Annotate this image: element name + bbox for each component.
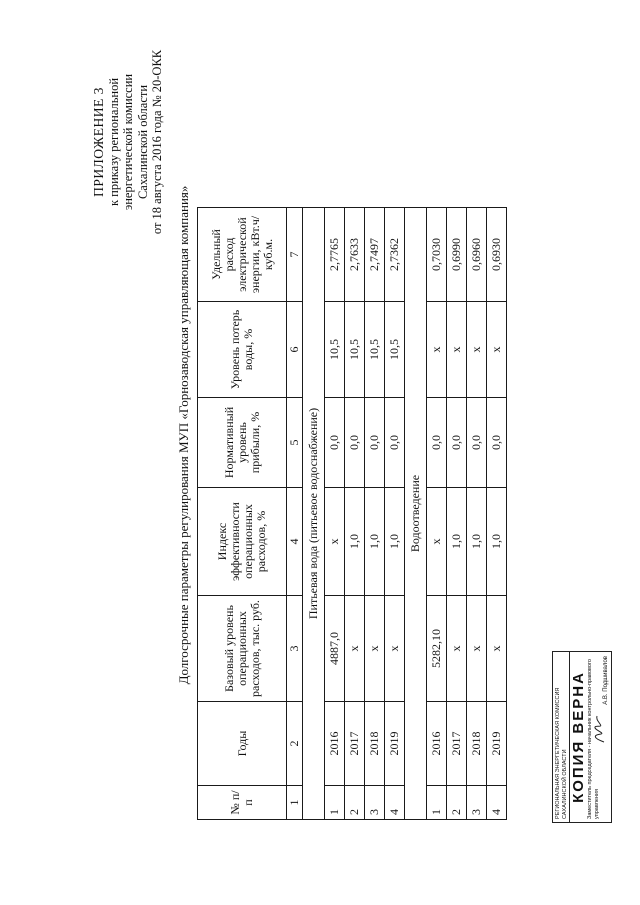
section-title: Водоотведение — [405, 208, 427, 820]
table-body — [303, 208, 507, 820]
table-cell: 2018 — [365, 702, 385, 786]
appendix-line: Сахалинской области — [135, 84, 150, 200]
column-index: 5 — [287, 398, 303, 488]
table-cell: х — [447, 596, 467, 702]
table-cell: 2019 — [385, 702, 405, 786]
table-cell: х — [365, 596, 385, 702]
table-row — [467, 208, 487, 820]
table-cell: 2016 — [325, 702, 345, 786]
table-cell: 4 — [385, 786, 405, 820]
table-cell: 1,0 — [345, 488, 365, 596]
table-cell: 3 — [467, 786, 487, 820]
column-index: 4 — [287, 488, 303, 596]
header-cell: № п/п — [198, 786, 287, 820]
table-cell: 0,0 — [427, 398, 447, 488]
column-index-row — [287, 208, 303, 820]
table-cell: 1,0 — [447, 488, 467, 596]
appendix-heading — [92, 0, 165, 287]
table-cell: х — [487, 302, 507, 398]
table-cell: 0,0 — [325, 398, 345, 488]
copy-certified-stamp — [552, 651, 612, 823]
table-cell: 2016 — [427, 702, 447, 786]
table-cell: 0,7030 — [427, 208, 447, 302]
section-row — [303, 208, 325, 820]
table-cell: х — [325, 488, 345, 596]
header-row — [198, 208, 287, 820]
table-row — [385, 208, 405, 820]
table-cell: 2,7362 — [385, 208, 405, 302]
table-cell: х — [427, 302, 447, 398]
table-cell: 4 — [487, 786, 507, 820]
column-index: 6 — [287, 302, 303, 398]
table-cell: х — [427, 488, 447, 596]
table-cell: 2018 — [467, 702, 487, 786]
stamp-position: Заместитель председателя - начальник контрольно-правового управления — [587, 659, 600, 819]
table-cell: 10,5 — [345, 302, 365, 398]
section-title: Питьевая вода (питьевое водоснабжение) — [303, 208, 325, 820]
table-cell: 4887,0 — [325, 596, 345, 702]
table-cell: 0,0 — [345, 398, 365, 488]
table-row — [325, 208, 345, 820]
appendix-line: от 18 августа 2016 года № 20-ОКК — [150, 49, 164, 235]
header-cell: Базовый уровень операционных расходов, тыс. руб. — [198, 596, 287, 702]
parameters-table — [197, 207, 507, 820]
table-cell: х — [385, 596, 405, 702]
table-cell: 0,0 — [385, 398, 405, 488]
table-cell: х — [467, 302, 487, 398]
table-cell: 0,0 — [487, 398, 507, 488]
section-row — [405, 208, 427, 820]
header-cell: Индекс эффективности операционных расходов, % — [198, 488, 287, 596]
table-cell: 1,0 — [385, 488, 405, 596]
table-cell: 1,0 — [467, 488, 487, 596]
stamp-title: КОПИЯ ВЕРНА — [570, 671, 587, 803]
stamp-organization: РЕГИОНАЛЬНАЯ ЭНЕРГЕТИЧЕСКАЯ КОМИССИЯ САХАЛИНСКОЙ ОБЛАСТИ — [553, 652, 570, 822]
table-cell: 2 — [345, 786, 365, 820]
table-row — [345, 208, 365, 820]
table-cell: 5282,10 — [427, 596, 447, 702]
table-cell: 2017 — [447, 702, 467, 786]
table-cell: 0,6930 — [487, 208, 507, 302]
appendix-title: ПРИЛОЖЕНИЕ 3 — [91, 87, 106, 197]
table-row — [447, 208, 467, 820]
table-cell: 2 — [447, 786, 467, 820]
header-cell: Нормативный уровень прибыли, % — [198, 398, 287, 488]
table-row — [365, 208, 385, 820]
appendix-line: к приказу региональной — [106, 77, 121, 207]
table-cell: 2,7633 — [345, 208, 365, 302]
table-row — [427, 208, 447, 820]
stamp-signer-name: А.В. Подшивалов — [603, 656, 609, 705]
table-caption: Долгосрочные параметры регулирования МУП «Горнозаводская управляющая компания» — [176, 185, 191, 685]
table-cell: 10,5 — [385, 302, 405, 398]
table-cell: 2017 — [345, 702, 365, 786]
table-cell: х — [467, 596, 487, 702]
table-cell: 1,0 — [487, 488, 507, 596]
table-cell: 1 — [427, 786, 447, 820]
table-cell: 1 — [325, 786, 345, 820]
table-cell: 1,0 — [365, 488, 385, 596]
table-cell: 2,7765 — [325, 208, 345, 302]
table-cell: х — [447, 302, 467, 398]
table-cell: 10,5 — [325, 302, 345, 398]
table-cell: 2019 — [487, 702, 507, 786]
header-cell: Годы — [198, 702, 287, 786]
table-cell: х — [487, 596, 507, 702]
column-index: 1 — [287, 786, 303, 820]
table-cell: 3 — [365, 786, 385, 820]
column-index: 7 — [287, 208, 303, 302]
table-cell: 10,5 — [365, 302, 385, 398]
appendix-line: энергетической комиссии — [121, 73, 135, 211]
table-cell: 0,6990 — [447, 208, 467, 302]
table-cell: 2,7497 — [365, 208, 385, 302]
table-cell: 0,0 — [365, 398, 385, 488]
signature-icon — [591, 714, 607, 744]
table-cell: 0,6960 — [467, 208, 487, 302]
table-cell: 0,0 — [447, 398, 467, 488]
table-cell: х — [345, 596, 365, 702]
table-row — [487, 208, 507, 820]
header-cell: Уровень потерь воды, % — [198, 302, 287, 398]
column-index: 2 — [287, 702, 303, 786]
column-index: 3 — [287, 596, 303, 702]
table-cell: 0,0 — [467, 398, 487, 488]
header-cell: Удельный расход электрической энергии, кВт.ч/куб.м. — [198, 208, 287, 302]
